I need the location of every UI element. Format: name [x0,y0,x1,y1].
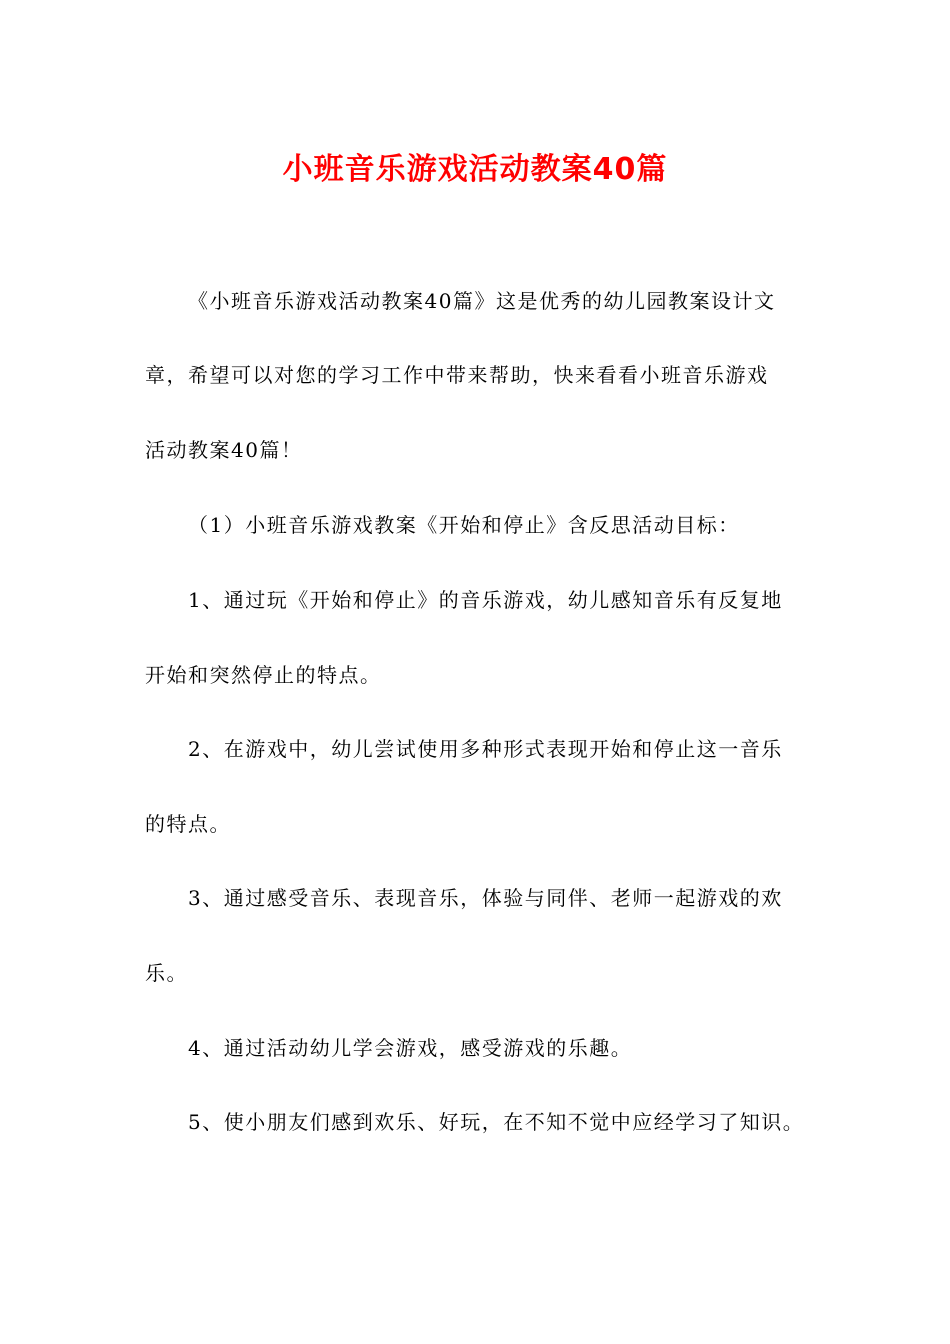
goal-1-line-1: 1、通过玩《开始和停止》的音乐游戏，幼儿感知音乐有反复地 [188,588,783,612]
goal-3-line-1: 3、通过感受音乐、表现音乐，体验与同伴、老师一起游戏的欢 [188,886,783,910]
intro-line-3: 活动教案40篇！ [145,438,303,462]
goal-4-line: 4、通过活动幼儿学会游戏，感受游戏的乐趣。 [188,1036,633,1060]
intro-line-1: 《小班音乐游戏活动教案40篇》这是优秀的幼儿园教案设计文 [188,289,776,313]
section-heading: （1）小班音乐游戏教案《开始和停止》含反思活动目标： [188,513,740,537]
goal-1-line-2: 开始和突然停止的特点。 [145,663,382,687]
intro-line-2: 章，希望可以对您的学习工作中带来帮助，快来看看小班音乐游戏 [145,363,769,387]
goal-2-line-2: 的特点。 [145,812,231,836]
document-title: 小班音乐游戏活动教案40篇 [282,152,668,187]
goal-2-line-1: 2、在游戏中，幼儿尝试使用多种形式表现开始和停止这一音乐 [188,737,783,761]
goal-3-line-2: 乐。 [145,961,188,985]
goal-5-line: 5、使小朋友们感到欢乐、好玩，在不知不觉中应经学习了知识。 [188,1110,805,1134]
